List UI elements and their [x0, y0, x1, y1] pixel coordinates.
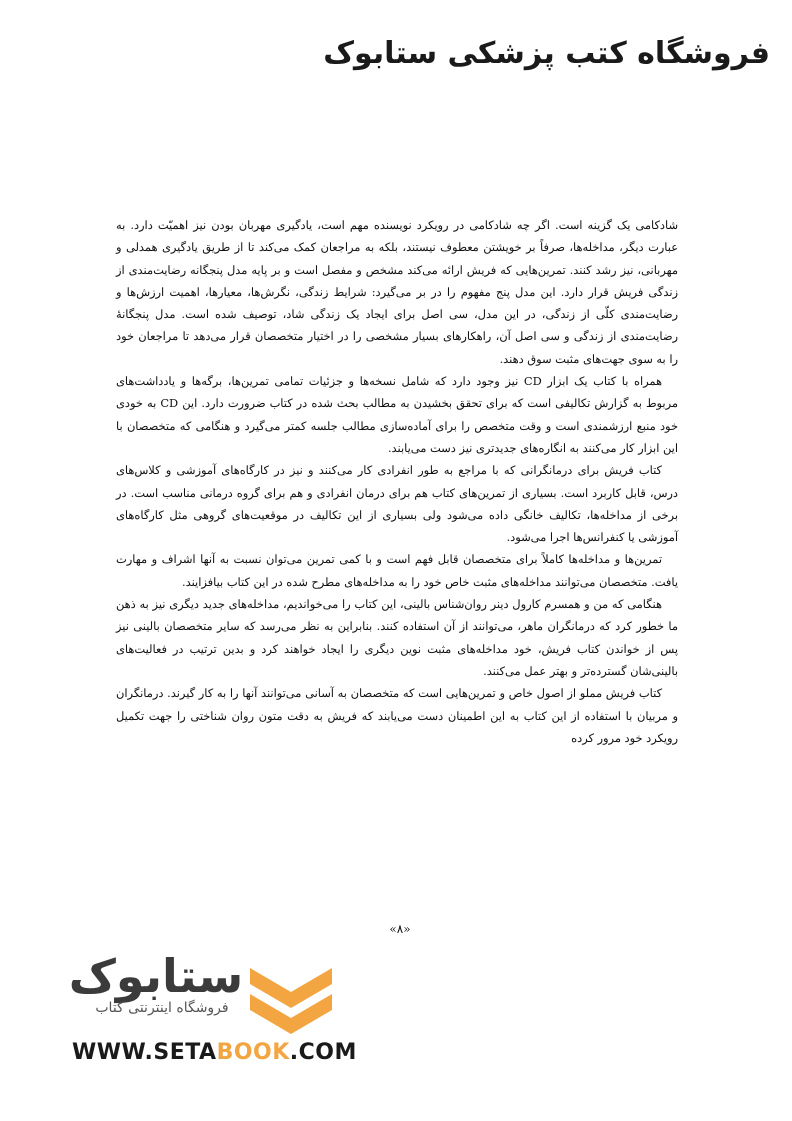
paragraph: شادکامی یک گزینه است. اگر چه شادکامی در رویکرد نویسنده مهم است، یادگیری مهربان بودن نیز اهمیّت دارد. به عبارت دیگر، مداخله‌ها، صرفاً بر خویشتن معطوف نیستند، بلکه به مراجعان کمک می‌کند تا از طریق یادگیری همدلی و مهربانی، نیز رشد کنند. تمرین‌هایی که فریش ارائه می‌کند مشخص و مفصل است و بر پایه مدل پنجگانه رضایت‌مندی از زندگی فریش قرار دارد. این مدل پنج مفهوم را در بر می‌گیرد: شرایط زندگی، نگرش‌ها، معیارها، اهمیت ارزش‌ها و رضایت‌مندی کلّی از زندگی، در این مدل، سی اصل برای ایجاد یک زندگی شاد، توصیف شده است. مدل پنجگانهٔ رضایت‌مندی از زندگی و سی اصل آن، راهکارهای بسیار مشخصی را در اختیار متخصصان قرار می‌دهد تا مراجعان خود را به سوی جهت‌های مثبت سوق دهند.	[116, 218, 678, 366]
paragraph: همراه با کتاب یک ابزار CD نیز وجود دارد که شامل نسخه‌ها و جزئیات تمامی تمرین‌ها، برگه‌ها و یادداشت‌های مربوط به گزارش تکالیفی است که برای تحقق بخشیدن به مطالب بحث شده در کتاب ضرورت دارد. این CD به خودی خود منبع ارزشمندی است و وقت متخصص را برای آماده‌سازی مطالب جلسه کمتر می‌گیرد و هنگامی که متخصصان با این ابزار کار می‌کنند به انگاره‌های جدیدتری نیز دست می‌یابند.	[116, 374, 678, 455]
paragraph: کتاب فریش برای درمانگرانی که با مراجع به طور انفرادی کار می‌کنند و نیز در کارگاه‌های آموزشی و کلاس‌های درس، قابل کاربرد است. بسیاری از تمرین‌های کتاب هم برای درمان انفرادی و هم برای گروه درمانی مناسب است. در برخی از مداخله‌ها، تکالیف خانگی داده می‌شود ولی بسیاری از این تکالیف در موقعیت‌های گروهی مثل کارگاه‌های آموزشی یا کنفرانس‌ها اجرا می‌شود.	[116, 463, 678, 545]
url-prefix: WWW.SETA	[72, 1040, 217, 1065]
book-chevron-logo-icon	[248, 962, 334, 1040]
url-accent: BOOK	[216, 1040, 290, 1065]
page-number: «۸»	[389, 922, 411, 936]
paragraph: کتاب فریش مملو از اصول خاص و تمرین‌هایی است که متخصصان به آسانی می‌توانند آنها را به کار گیرند. درمانگران و مربیان با استفاده از این کتاب به این اطمینان دست می‌یابند که فریش به دقت متون روان شناختی را جهت تکمیل رویکرد خود مرور کرده	[116, 686, 678, 745]
body-text	[116, 214, 678, 749]
paragraph: تمرین‌ها و مداخله‌ها کاملاً برای متخصصان قابل فهم است و با کمی تمرین می‌توان نسبت به آنها اشراف و مهارت یافت. متخصصان می‌توانند مداخله‌های مثبت خاص خود را به مداخله‌های مطرح شده در این کتاب بیافزایند.	[116, 552, 678, 589]
logo-wordmark: ستابوک	[68, 949, 244, 1003]
site-url[interactable]	[72, 1040, 357, 1065]
url-suffix: .COM	[289, 1040, 357, 1065]
page-title: فروشگاه کتب پزشکی ستابوک	[323, 36, 770, 71]
logo-tagline: فروشگاه اینترنتی کتاب	[95, 1000, 229, 1016]
paragraph: هنگامی که من و همسرم کارول دینر روان‌شناس بالینی، این کتاب را می‌خواندیم، مداخله‌های جدید دیگری نیز به ذهن ما خطور کرد که درمانگران ماهر، می‌توانند از آن استفاده کنند. بنابراین به نظر می‌رسد که سایر متخصصان بالینی نیز پس از خواندن کتاب فریش، خود مداخله‌های مثبت نوین دیگری را ایجاد خواهند کرد و بدین ترتیب در فعالیت‌های بالینی‌شان گسترده‌تر و بهتر عمل می‌کنند.	[116, 597, 678, 678]
